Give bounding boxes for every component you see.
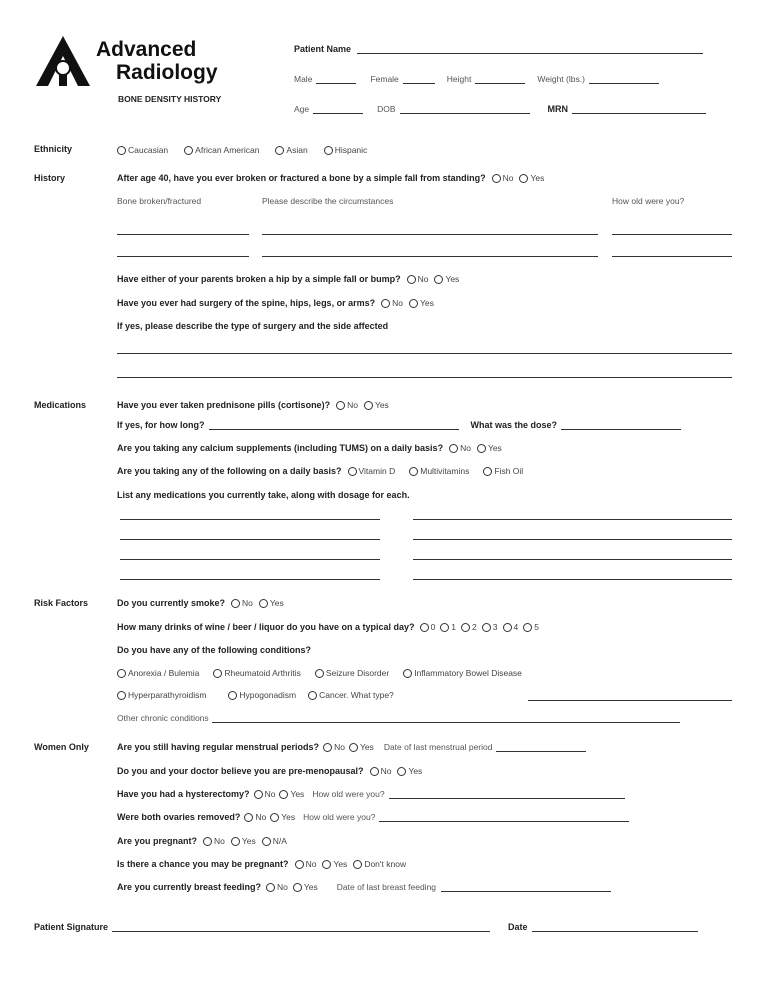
condition-anorexia[interactable]: Anorexia / Bulemia bbox=[117, 668, 199, 678]
fracture-bone-line-2[interactable] bbox=[117, 256, 249, 257]
drinks-option-5[interactable]: 5 bbox=[523, 622, 539, 632]
age-label: Age bbox=[294, 104, 310, 114]
women-only-label: Women Only bbox=[34, 742, 89, 752]
medications-q4: List any medications you currently take, along with dosage for each. bbox=[117, 490, 410, 500]
drinks-option-2[interactable]: 2 bbox=[461, 622, 477, 632]
drinks-option-3[interactable]: 3 bbox=[482, 622, 498, 632]
women-q4: Were both ovaries removed? bbox=[117, 812, 241, 822]
vitamin-d-option[interactable]: Vitamin D bbox=[348, 466, 396, 476]
drinks-option-4[interactable]: 4 bbox=[503, 622, 519, 632]
risk-q2: How many drinks of wine / beer / liquor do you have on a typical day? bbox=[117, 622, 415, 632]
periods-yes[interactable]: Yes bbox=[349, 742, 374, 752]
med-list-left-3[interactable] bbox=[120, 559, 380, 560]
med-list-right-2[interactable] bbox=[413, 539, 732, 540]
surgery-line-1[interactable] bbox=[117, 353, 732, 354]
ovaries-no[interactable]: No bbox=[244, 812, 266, 822]
chance-pregnant-dont-know[interactable]: Don't know bbox=[353, 859, 406, 869]
signature-field[interactable] bbox=[112, 922, 490, 932]
drinks-option-1[interactable]: 1 bbox=[440, 622, 456, 632]
medications-q2: Are you taking any calcium supplements (including TUMS) on a daily basis? bbox=[117, 443, 444, 453]
fracture-describe-line-2[interactable] bbox=[262, 256, 598, 257]
breastfeeding-no[interactable]: No bbox=[266, 882, 288, 892]
condition-hypogonadism[interactable]: Hypogonadism bbox=[228, 690, 296, 700]
weight-label: Weight (lbs.) bbox=[537, 74, 585, 84]
med-list-right-1[interactable] bbox=[413, 519, 732, 520]
hysterectomy-age-field[interactable] bbox=[389, 789, 625, 799]
bone-broken-hint: Bone broken/fractured bbox=[117, 196, 202, 206]
hysterectomy-age-label: How old were you? bbox=[312, 789, 385, 799]
female-label: Female bbox=[370, 74, 399, 84]
med-list-left-4[interactable] bbox=[120, 579, 380, 580]
smoke-no[interactable]: No bbox=[231, 598, 253, 608]
how-old-hint: How old were you? bbox=[612, 196, 685, 206]
history-q3: Have you ever had surgery of the spine, hips, legs, or arms? bbox=[117, 298, 376, 308]
fracture-describe-line-1[interactable] bbox=[262, 234, 598, 235]
med-list-left-2[interactable] bbox=[120, 539, 380, 540]
history-q4: If yes, please describe the type of surgery and the side affected bbox=[117, 321, 389, 331]
risk-q3: Do you have any of the following conditions? bbox=[117, 645, 312, 655]
last-period-field[interactable] bbox=[496, 742, 586, 752]
height-field[interactable] bbox=[475, 74, 525, 84]
pregnant-yes[interactable]: Yes bbox=[231, 836, 256, 846]
last-period-label: Date of last menstrual period bbox=[383, 742, 493, 752]
condition-hyperparathyroidism[interactable]: Hyperparathyroidism bbox=[117, 690, 206, 700]
male-label: Male bbox=[294, 74, 313, 84]
history-q2-no[interactable]: No bbox=[407, 274, 429, 284]
ovaries-age-label: How old were you? bbox=[303, 812, 376, 822]
pregnant-na[interactable]: N/A bbox=[262, 836, 287, 846]
periods-no[interactable]: No bbox=[323, 742, 345, 752]
history-q3-yes[interactable]: Yes bbox=[409, 298, 434, 308]
risk-q1: Do you currently smoke? bbox=[117, 598, 226, 608]
medications-q1-no[interactable]: No bbox=[336, 400, 358, 410]
patient-name-field[interactable] bbox=[357, 44, 703, 54]
surgery-line-2[interactable] bbox=[117, 377, 732, 378]
mrn-field[interactable] bbox=[572, 104, 706, 114]
condition-cancer[interactable]: Cancer. What type? bbox=[308, 690, 394, 700]
medications-label: Medications bbox=[34, 400, 87, 410]
fish-oil-option[interactable]: Fish Oil bbox=[483, 466, 523, 476]
date-label: Date bbox=[508, 922, 528, 932]
history-q1-yes[interactable]: Yes bbox=[519, 173, 544, 183]
history-label: History bbox=[34, 173, 66, 183]
history-q2-yes[interactable]: Yes bbox=[434, 274, 459, 284]
female-field[interactable] bbox=[403, 74, 435, 84]
brand-name-1: Advanced bbox=[96, 38, 197, 61]
history-q1-no[interactable]: No bbox=[492, 173, 514, 183]
breastfeeding-yes[interactable]: Yes bbox=[293, 882, 318, 892]
form-title: BONE DENSITY HISTORY bbox=[118, 94, 222, 104]
premenopausal-no[interactable]: No bbox=[370, 766, 392, 776]
history-q3-no[interactable]: No bbox=[381, 298, 403, 308]
ethnicity-option-hispanic[interactable]: Hispanic bbox=[324, 145, 368, 155]
smoke-yes[interactable]: Yes bbox=[259, 598, 284, 608]
medications-q2-yes[interactable]: Yes bbox=[477, 443, 502, 453]
date-field[interactable] bbox=[532, 922, 698, 932]
weight-field[interactable] bbox=[589, 74, 659, 84]
how-long-field[interactable] bbox=[209, 420, 459, 430]
med-list-left-1[interactable] bbox=[120, 519, 380, 520]
premenopausal-yes[interactable]: Yes bbox=[397, 766, 422, 776]
medications-q1: Have you ever taken prednisone pills (cortisone)? bbox=[117, 400, 331, 410]
fracture-age-line-1[interactable] bbox=[612, 234, 732, 235]
last-feeding-field[interactable] bbox=[441, 882, 611, 892]
history-q1: After age 40, have you ever broken or fractured a bone by a simple fall from standing? bbox=[117, 173, 486, 183]
describe-hint: Please describe the circumstances bbox=[262, 196, 394, 206]
ethnicity-option-african-american[interactable]: African American bbox=[184, 145, 259, 155]
ethnicity-option-asian[interactable]: Asian bbox=[275, 145, 307, 155]
age-field[interactable] bbox=[313, 104, 363, 114]
fracture-age-line-2[interactable] bbox=[612, 256, 732, 257]
other-conditions-label: Other chronic conditions bbox=[117, 713, 209, 723]
chance-pregnant-no[interactable]: No bbox=[295, 859, 317, 869]
condition-inflammatory-bowel[interactable]: Inflammatory Bowel Disease bbox=[403, 668, 522, 678]
women-q1: Are you still having regular menstrual periods? bbox=[117, 742, 320, 752]
pregnant-no[interactable]: No bbox=[203, 836, 225, 846]
last-feeding-label: Date of last breast feeding bbox=[336, 882, 437, 892]
women-q7: Are you currently breast feeding? bbox=[117, 882, 262, 892]
fracture-bone-line-1[interactable] bbox=[117, 234, 249, 235]
dose-label: What was the dose? bbox=[470, 420, 558, 430]
ovaries-age-field[interactable] bbox=[379, 812, 629, 822]
mrn-label: MRN bbox=[547, 104, 569, 114]
male-field[interactable] bbox=[316, 74, 356, 84]
logo-icon bbox=[34, 34, 92, 88]
dob-field[interactable] bbox=[400, 104, 530, 114]
medications-q2-no[interactable]: No bbox=[449, 443, 471, 453]
ovaries-yes[interactable]: Yes bbox=[270, 812, 295, 822]
risk-factors-label: Risk Factors bbox=[34, 598, 89, 608]
other-conditions-field[interactable] bbox=[212, 713, 680, 723]
women-q5: Are you pregnant? bbox=[117, 836, 198, 846]
dob-label: DOB bbox=[377, 104, 396, 114]
ethnicity-option-caucasian[interactable]: Caucasian bbox=[117, 145, 168, 155]
medications-q3: Are you taking any of the following on a daily basis? bbox=[117, 466, 342, 476]
patient-name-label: Patient Name bbox=[294, 44, 352, 54]
signature-label: Patient Signature bbox=[34, 922, 109, 932]
hysterectomy-yes[interactable]: Yes bbox=[279, 789, 304, 799]
multivitamins-option[interactable]: Multivitamins bbox=[409, 466, 469, 476]
chance-pregnant-yes[interactable]: Yes bbox=[322, 859, 347, 869]
drinks-option-0[interactable]: 0 bbox=[420, 622, 436, 632]
med-list-right-3[interactable] bbox=[413, 559, 732, 560]
condition-seizure-disorder[interactable]: Seizure Disorder bbox=[315, 668, 389, 678]
how-long-label: If yes, for how long? bbox=[117, 420, 205, 430]
hysterectomy-no[interactable]: No bbox=[254, 789, 276, 799]
med-list-right-4[interactable] bbox=[413, 579, 732, 580]
condition-rheumatoid-arthritis[interactable]: Rheumatoid Arthritis bbox=[213, 668, 301, 678]
women-q6: Is there a chance you may be pregnant? bbox=[117, 859, 289, 869]
brand-name-2: Radiology bbox=[116, 61, 218, 84]
dose-field[interactable] bbox=[561, 420, 681, 430]
medications-q1-yes[interactable]: Yes bbox=[364, 400, 389, 410]
height-label: Height bbox=[446, 74, 472, 84]
women-q2: Do you and your doctor believe you are pre-menopausal? bbox=[117, 766, 364, 776]
cancer-type-field[interactable] bbox=[528, 700, 732, 701]
history-q2: Have either of your parents broken a hip by a simple fall or bump? bbox=[117, 274, 401, 284]
women-q3: Have you had a hysterectomy? bbox=[117, 789, 250, 799]
ethnicity-label: Ethnicity bbox=[34, 144, 73, 154]
